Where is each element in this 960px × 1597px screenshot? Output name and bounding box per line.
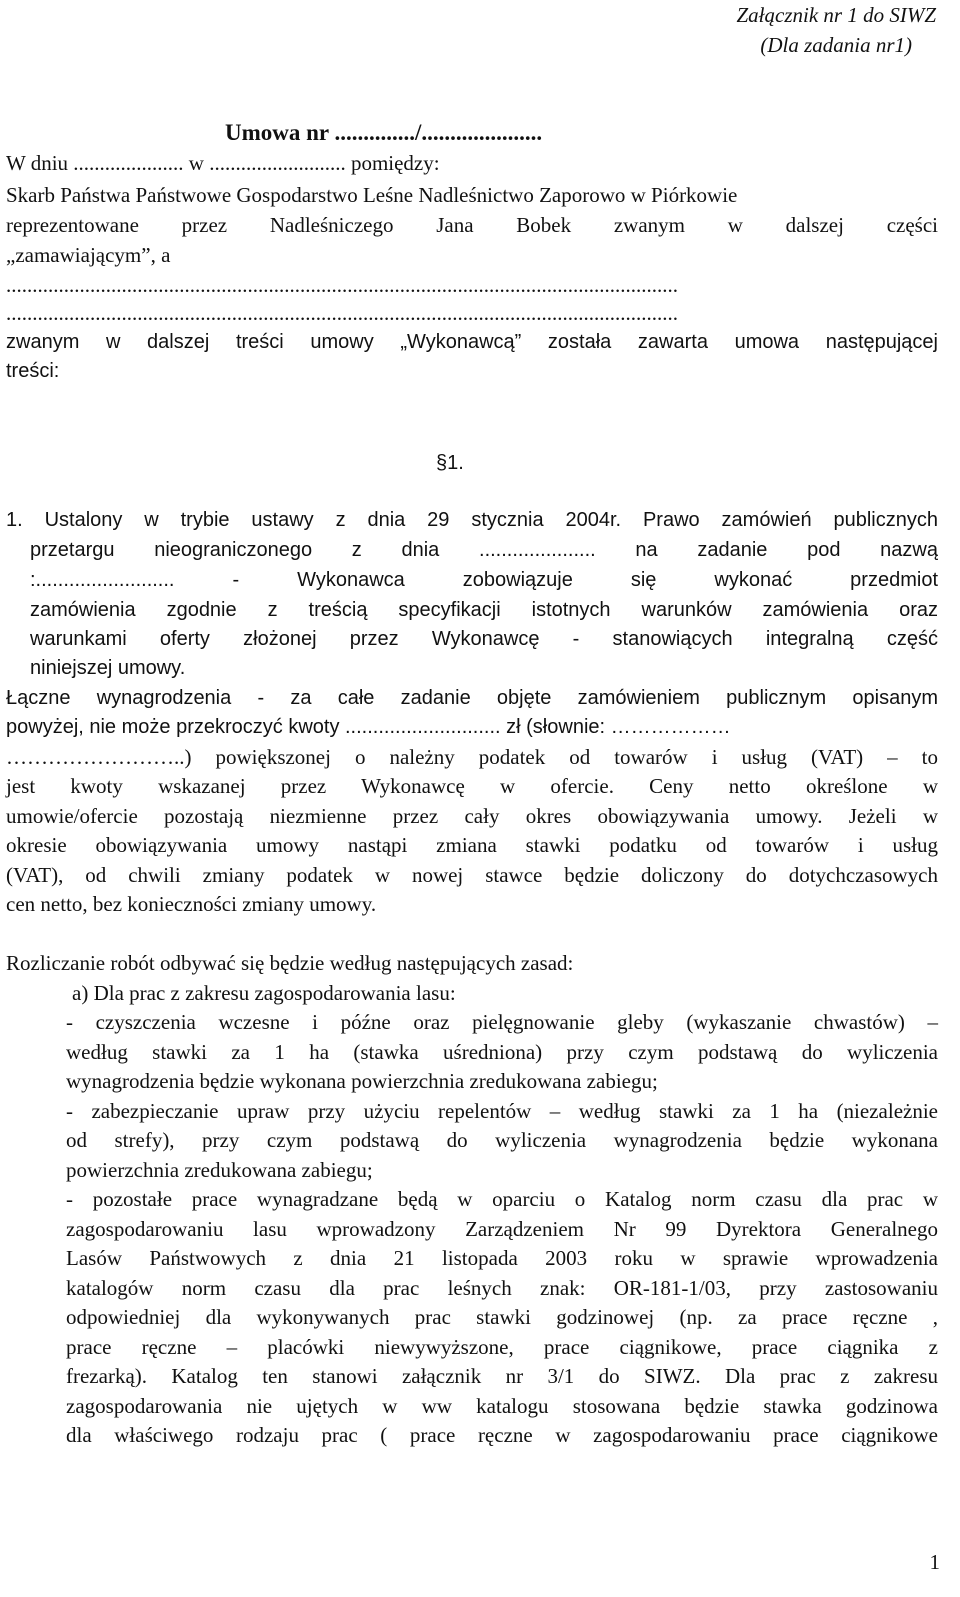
payment-line: jest kwoty wskazanej przez Wykonawcę w ofercie. Ceny netto określone w (6, 774, 938, 798)
settlement-line: zagospodarowania nie ujętych w ww katalogu stosowana będzie stawka godzinowa (66, 1394, 938, 1418)
settlement-line: - zabezpieczanie upraw przy użyciu repelentów – według stawki za 1 ha (niezależnie (66, 1099, 938, 1123)
payment-line: umowie/ofercie pozostają niezmienne przez cały okres obowiązywania umowy. Jeżeli w (6, 804, 938, 828)
intro-line: treści: (6, 360, 60, 382)
settlement-line: prace ręczne – placówki niewywyższone, prace ciągnikowe, prace ciągnika z (66, 1335, 938, 1359)
payment-line: powyżej, nie może przekroczyć kwoty ............................ zł (słownie: ……………… (6, 716, 731, 738)
settlement-line: według stawki za 1 ha (stawka uśredniona) przy czym podstawą do wyliczenia (66, 1040, 938, 1064)
point-line: zamówienia zgodnie z treścią specyfikacji istotnych warunków zamówienia oraz (30, 599, 938, 621)
settlement-line: dla właściwego rodzaju prac ( prace ręczne w zagospodarowaniu prace ciągnikowe (66, 1423, 938, 1447)
settlement-line: odpowiedniej dla wykonywanych prac stawki godzinowej (np. za prace ręczne , (66, 1305, 938, 1329)
settlement-line: powierzchnia zredukowana zabiegu; (66, 1158, 373, 1182)
intro-line: zwanym w dalszej treści umowy „Wykonawcą” została zawarta umowa następującej (6, 331, 938, 353)
intro-line: reprezentowane przez Nadleśniczego Jana Bobek zwanym w dalszej części (6, 213, 938, 237)
settlement-line: Lasów Państwowych z dnia 21 listopada 2003 roku w sprawie wprowadzenia (66, 1246, 938, 1270)
intro-line: „zamawiającym”, a (6, 243, 171, 267)
point-line: niniejszej umowy. (30, 657, 186, 679)
intro-line: ................................................................................................................................ (6, 273, 678, 297)
settlement-line: wynagrodzenia będzie wykonana powierzchnia zredukowana zabiegu; (66, 1069, 658, 1093)
payment-line: okresie obowiązywania umowy nastąpi zmiana stawki podatku od towarów i usług (6, 833, 938, 857)
intro-line: ................................................................................................................................ (6, 301, 678, 325)
page-number: 1 (929, 1550, 940, 1574)
settlement-line: od strefy), przy czym podstawą do wyliczenia wynagrodzenia będzie wykonana (66, 1128, 938, 1152)
intro-line: W dniu ..................... w .......................... pomiędzy: (6, 151, 440, 175)
settlement-subheading: a) Dla prac z zakresu zagospodarowania lasu: (72, 981, 456, 1005)
task-label: (Dla zadania nr1) (760, 33, 912, 57)
settlement-line: - czyszczenia wczesne i późne oraz pielęgnowanie gleby (wykaszanie chwastów) – (66, 1010, 938, 1034)
intro-line: Skarb Państwa Państwowe Gospodarstwo Leśne Nadleśnictwo Zaporowo w Piórkowie (6, 183, 738, 207)
point-line: warunkami oferty złożonej przez Wykonawcę - stanowiących integralną część (30, 628, 938, 650)
settlement-line: katalogów norm czasu dla prac leśnych znak: OR-181-1/03, przy zastosowaniu (66, 1276, 938, 1300)
settlement-line: frezarką). Katalog ten stanowi załącznik nr 3/1 do SIWZ. Dla prac z zakresu (66, 1364, 938, 1388)
attachment-label: Załącznik nr 1 do SIWZ (736, 3, 936, 27)
contract-title: Umowa nr ............../..................... (225, 120, 543, 145)
settlement-heading: Rozliczanie robót odbywać się będzie według następujących zasad: (6, 951, 574, 975)
section-heading: §1. (436, 452, 464, 474)
settlement-line: - pozostałe prace wynagradzane będą w oparciu o Katalog norm czasu dla prac w (66, 1187, 938, 1211)
payment-line: ……………………..) powiększonej o należny podatek od towarów i usług (VAT) – to (6, 745, 938, 769)
payment-line: (VAT), od chwili zmiany podatek w nowej stawce będzie doliczony do dotychczasowych (6, 863, 938, 887)
point-line: 1. Ustalony w trybie ustawy z dnia 29 stycznia 2004r. Prawo zamówień publicznych (6, 509, 938, 531)
point-line: :......................... - Wykonawca zobowiązuje się wykonać przedmiot (30, 569, 938, 591)
settlement-line: zagospodarowaniu lasu wprowadzony Zarządzeniem Nr 99 Dyrektora Generalnego (66, 1217, 938, 1241)
payment-line: Łączne wynagrodzenia - za całe zadanie objęte zamówieniem publicznym opisanym (6, 687, 938, 709)
payment-line: cen netto, bez konieczności zmiany umowy. (6, 892, 377, 916)
point-line: przetargu nieograniczonego z dnia ..................... na zadanie pod nazwą (30, 539, 938, 561)
